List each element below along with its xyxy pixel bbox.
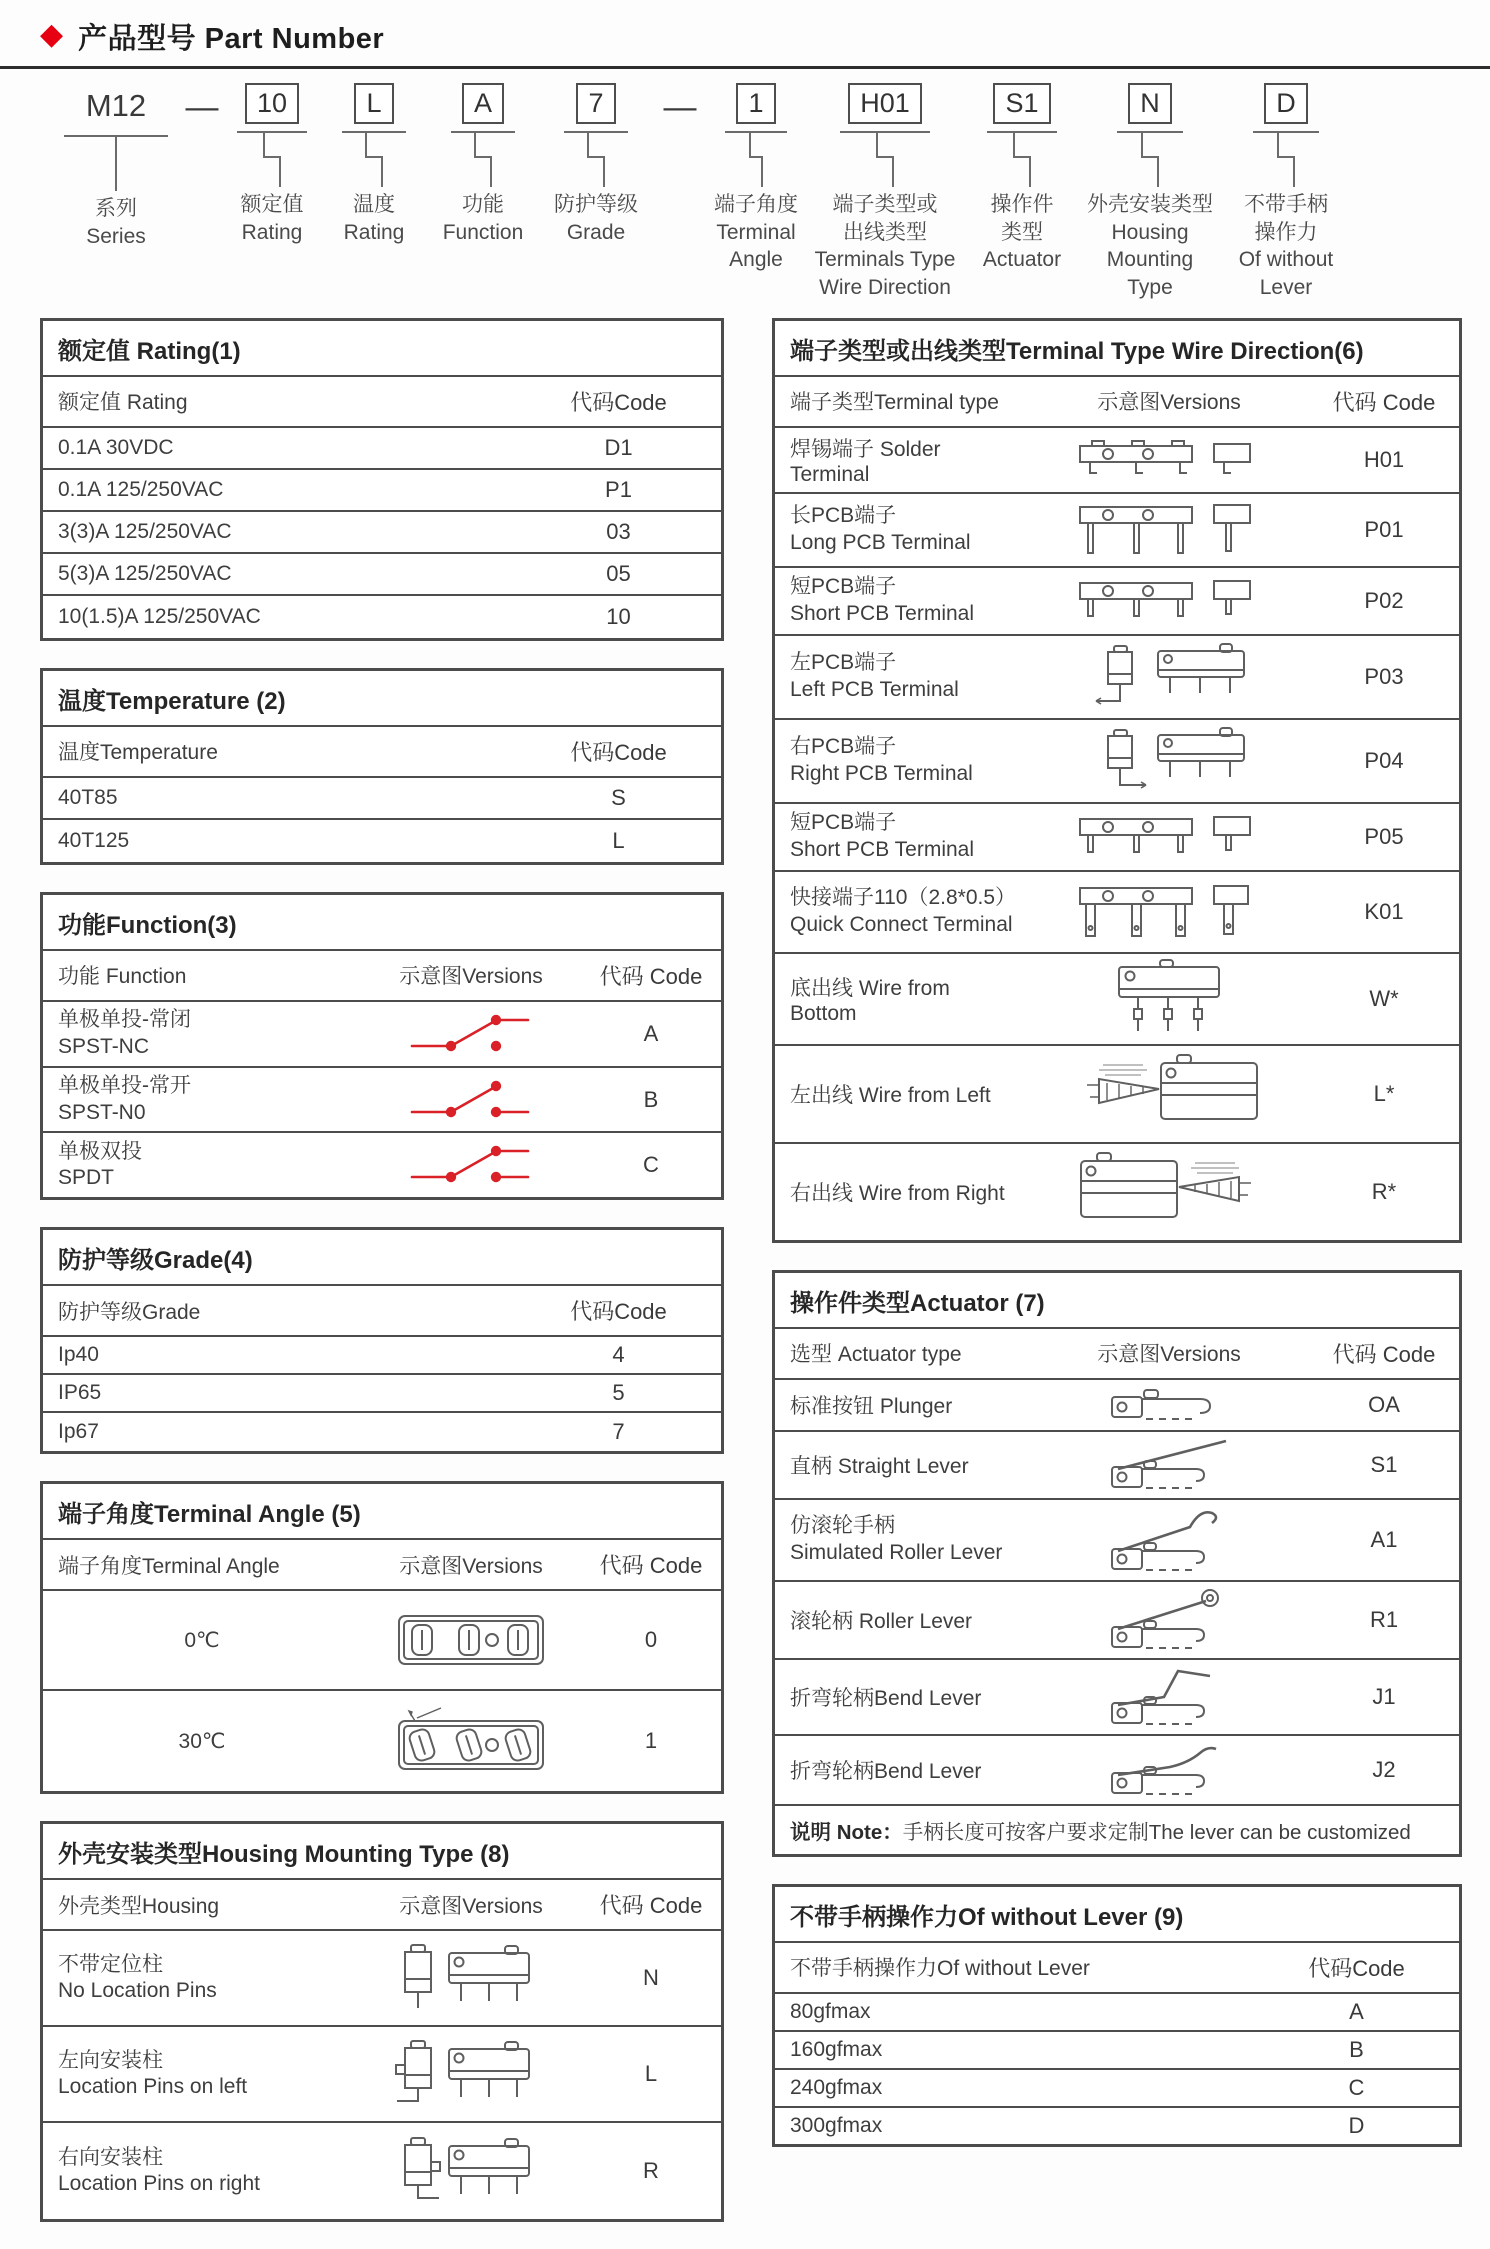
bend-lever-j1-diagram (1104, 1665, 1234, 1729)
housing-table-title: 外壳安装类型Housing Mounting Type (8) (43, 1824, 721, 1880)
actuator-name: 标准按钮 Plunger (790, 1394, 953, 1418)
pn-label: 不带手柄 (1243, 193, 1328, 216)
table-row (775, 2070, 1459, 2108)
pn-label: Terminal (716, 220, 796, 244)
terminal-name-zh: 快接端子110（2.8*0.5） (790, 886, 1017, 909)
actuator-name: 折弯轮柄Bend Lever (790, 1686, 982, 1710)
pn-label: 防护等级 (554, 193, 638, 216)
table-row (43, 470, 721, 512)
temperature-code: L (612, 827, 625, 853)
function-name-zh: 单极单投-常闭 (58, 1007, 191, 1031)
col-header-code: 代码 Code (599, 1893, 703, 1919)
terminal-angle-value: 30℃ (178, 1729, 226, 1753)
rating-table (40, 318, 724, 641)
housing-code: N (643, 1965, 659, 1991)
diamond-bullet-icon: ◆ (40, 17, 64, 51)
pn-label: 系列 (95, 197, 137, 220)
terminal-code: P01 (1364, 516, 1404, 542)
pn-connector-line (855, 133, 915, 187)
pn-segment-terminal-angle (706, 83, 806, 274)
table-row (775, 1432, 1459, 1500)
spdt-schematic (406, 1139, 536, 1191)
grade-code: 5 (612, 1380, 625, 1406)
terminal-angle-30-diagram (395, 1705, 547, 1777)
terminal-name-zh: 长PCB端子 (790, 504, 897, 527)
pn-label: Actuator (982, 248, 1062, 272)
terminal-name-en: Left PCB Terminal (790, 677, 959, 701)
pn-segment-temperature (320, 83, 428, 246)
bend-lever-j2-diagram (1104, 1741, 1234, 1799)
actuator-table-title: 操作件类型Actuator (7) (775, 1273, 1459, 1329)
terminal-code: H01 (1363, 446, 1405, 472)
table-row (43, 1413, 721, 1451)
housing-name-en: Location Pins on right (58, 2172, 260, 2196)
table-row (775, 2032, 1459, 2070)
housing-name-zh: 左向安装柱 (58, 2048, 163, 2072)
pn-label: 外壳安装类型 (1087, 193, 1213, 216)
table-row (775, 636, 1459, 720)
pn-segment-without-lever (1220, 83, 1352, 302)
rating-code: 05 (606, 560, 631, 586)
pn-code-without-lever: D (1264, 83, 1308, 124)
note-label: 说明 Note： (790, 1820, 903, 1844)
pn-label: 端子角度 (714, 193, 798, 216)
right-pcb-diagram (1074, 725, 1264, 797)
terminal-code: K01 (1364, 898, 1404, 924)
actuator-name: 直柄 Straight Lever (790, 1454, 969, 1478)
col-header-versions: 示意图Versions (1097, 391, 1241, 415)
pn-code-grade: 7 (576, 83, 615, 124)
pn-segment-grade (538, 83, 654, 246)
function-name-en: SPST-N0 (58, 1100, 146, 1124)
pn-code-temperature: L (354, 83, 393, 124)
table-row (775, 872, 1459, 954)
pn-label: Rating (343, 220, 405, 244)
terminal-angle-code: 1 (644, 1728, 658, 1754)
wire-left-diagram (1069, 1051, 1269, 1137)
page-title (0, 0, 1490, 57)
table-row (775, 2108, 1459, 2144)
grade-code: 7 (612, 1419, 625, 1445)
pn-label: Wire Direction (819, 276, 951, 300)
pn-label: Mounting (1106, 248, 1194, 272)
pn-label: Type (1127, 276, 1173, 300)
col-header-versions: 示意图Versions (399, 1894, 543, 1918)
without-lever-table-title: 不带手柄操作力Of without Lever (9) (775, 1887, 1459, 1943)
force-value: 80gfmax (790, 1999, 871, 2023)
short-pcb-diagram (1074, 573, 1264, 629)
left-pcb-diagram (1074, 641, 1264, 713)
pn-label: Series (86, 224, 146, 248)
temperature-code: S (611, 784, 626, 810)
terminal-name-en: Long PCB Terminal (790, 530, 971, 554)
pn-label: 额定值 (240, 193, 304, 216)
temperature-value: 40T85 (58, 785, 118, 809)
housing-name-en: No Location Pins (58, 1979, 217, 2003)
terminal-name-zh: 左PCB端子 (790, 651, 897, 674)
col-header-label: 温度Temperature (58, 741, 218, 765)
table-row (775, 1994, 1459, 2032)
terminal-angle-value: 0℃ (184, 1628, 220, 1652)
simulated-roller-lever-diagram (1104, 1505, 1234, 1575)
pn-connector-line (453, 133, 513, 187)
pn-label: 温度 (352, 193, 395, 216)
rating-value: 3(3)A 125/250VAC (58, 519, 232, 543)
actuator-note (775, 1806, 1459, 1854)
force-value: 240gfmax (790, 2075, 883, 2099)
col-header-label: 端子类型Terminal type (790, 391, 999, 415)
pn-code-housing: N (1128, 83, 1172, 124)
pn-segment-rating (224, 83, 320, 246)
table-row (775, 1144, 1459, 1240)
actuator-code: J2 (1372, 1756, 1396, 1782)
pn-code-actuator: S1 (993, 83, 1050, 124)
grade-table-title: 防护等级Grade(4) (43, 1230, 721, 1286)
col-header-label: 不带手柄操作力Of without Lever (790, 1957, 1090, 1981)
housing-no-pins-diagram (391, 1941, 551, 2015)
terminal-name-en: Short PCB Terminal (790, 837, 975, 861)
without-lever-table (772, 1884, 1462, 2147)
pn-label: Angle (729, 248, 783, 272)
terminal-name-zh: 短PCB端子 (790, 811, 897, 834)
straight-lever-diagram (1104, 1437, 1234, 1493)
table-row (43, 1931, 721, 2027)
pn-label: Rating (241, 220, 303, 244)
table-row (43, 1337, 721, 1375)
force-code: C (1348, 2074, 1365, 2100)
pn-label: Lever (1259, 276, 1313, 300)
actuator-code: R1 (1369, 1606, 1399, 1632)
pn-code-function: A (462, 83, 504, 124)
table-row (775, 720, 1459, 804)
col-header-label: 额定值 Rating (58, 391, 188, 415)
housing-code: L (644, 2061, 658, 2087)
actuator-code: J1 (1372, 1683, 1396, 1709)
terminal-code: L* (1373, 1080, 1395, 1106)
temperature-table-title: 温度Temperature (2) (43, 671, 721, 727)
spst-no-schematic (406, 1074, 536, 1126)
table-row (43, 512, 721, 554)
terminal-angle-0-diagram (395, 1608, 547, 1672)
terminal-name-en: Right PCB Terminal (790, 761, 973, 785)
terminal-code: R* (1371, 1178, 1397, 1204)
temperature-table (40, 668, 724, 865)
terminal-angle-code: 0 (644, 1627, 658, 1653)
function-table (40, 892, 724, 1201)
table-row (775, 804, 1459, 872)
terminal-name-en: Quick Connect Terminal (790, 912, 1013, 936)
actuator-code: OA (1368, 1391, 1400, 1417)
pn-segment-series (52, 83, 180, 250)
terminal-code: P02 (1364, 587, 1404, 613)
grade-code: 4 (612, 1342, 625, 1368)
wire-right-diagram (1069, 1149, 1269, 1235)
col-header-versions: 示意图Versions (399, 1554, 543, 1578)
pn-label: 出线类型 (843, 220, 927, 244)
col-header-code: 代码Code (570, 1299, 667, 1325)
terminal-angle-table-title: 端子角度Terminal Angle (5) (43, 1484, 721, 1540)
pn-label: 功能 (461, 193, 504, 216)
grade-value: IP65 (58, 1381, 102, 1405)
table-row (43, 778, 721, 820)
pn-label: 类型 (1001, 220, 1043, 244)
rating-value: 5(3)A 125/250VAC (58, 561, 232, 585)
pn-dash: — (185, 88, 219, 125)
grade-table (40, 1227, 724, 1454)
plunger-diagram (1104, 1385, 1234, 1425)
pn-code-rating: 10 (245, 83, 299, 124)
wire-bottom-diagram (1074, 959, 1264, 1039)
housing-pins-left-diagram (391, 2037, 551, 2111)
pn-segment-actuator (964, 83, 1080, 274)
actuator-name-zh: 仿滚轮手柄 (790, 1514, 895, 1537)
col-header-code: 代码Code (570, 389, 667, 415)
pn-label: Function (442, 220, 524, 244)
col-header-code: 代码 Code (1332, 1341, 1436, 1367)
table-row (43, 596, 721, 638)
part-number-diagram (0, 69, 1490, 304)
table-row (775, 954, 1459, 1046)
function-code: A (643, 1020, 659, 1046)
force-value: 160gfmax (790, 2037, 883, 2061)
rating-code: D1 (604, 434, 633, 460)
table-row (43, 554, 721, 596)
col-header-code: 代码 Code (1332, 389, 1436, 415)
function-name-en: SPDT (58, 1166, 115, 1190)
function-name-zh: 单极双投 (58, 1139, 142, 1163)
table-row (775, 1500, 1459, 1582)
rating-value: 10(1.5)A 125/250VAC (58, 604, 261, 628)
table-row (43, 1375, 721, 1413)
pn-code-terminal-angle: 1 (736, 83, 775, 124)
actuator-name: 折弯轮柄Bend Lever (790, 1759, 982, 1783)
table-row (775, 568, 1459, 636)
spst-nc-schematic (406, 1008, 536, 1060)
col-header-code: 代码Code (1308, 1955, 1405, 1981)
terminal-code: W* (1369, 985, 1399, 1011)
pn-connector-line (88, 137, 144, 191)
table-row (775, 428, 1459, 494)
pn-connector-line (1120, 133, 1180, 187)
pn-connector-line (242, 133, 302, 187)
table-row (43, 1002, 721, 1068)
table-row (43, 1133, 721, 1197)
terminal-code: P05 (1364, 823, 1404, 849)
pn-code-series: M12 (85, 88, 147, 123)
col-header-code: 代码Code (570, 739, 667, 765)
temperature-value: 40T125 (58, 828, 130, 852)
terminal-angle-table (40, 1481, 724, 1794)
function-table-title: 功能Function(3) (43, 895, 721, 951)
pn-dash: — (663, 88, 697, 125)
table-row (43, 2123, 721, 2219)
col-header-code: 代码 Code (599, 1553, 703, 1579)
rating-value: 0.1A 30VDC (58, 435, 174, 459)
rating-table-title: 额定值 Rating(1) (43, 321, 721, 377)
page-title-zh: 产品型号 (78, 23, 197, 55)
terminal-name: 左出线 Wire from Left (790, 1083, 991, 1107)
pn-label: Terminals Type (814, 248, 956, 272)
function-code: C (643, 1152, 659, 1178)
housing-table (40, 1821, 724, 2222)
pn-label: Housing (1111, 220, 1189, 244)
housing-code: R (643, 2158, 659, 2184)
actuator-code: A1 (1370, 1526, 1398, 1552)
long-pcb-diagram (1074, 499, 1264, 561)
col-header-versions: 示意图Versions (399, 965, 543, 989)
terminal-name-zh: 短PCB端子 (790, 575, 897, 598)
table-row (43, 1691, 721, 1791)
rating-code: 10 (606, 603, 631, 629)
note-text: 手柄长度可按客户要求定制The lever can be customized (902, 1820, 1411, 1844)
pn-connector-line (992, 133, 1052, 187)
table-row (775, 1736, 1459, 1806)
col-header-label: 选型 Actuator type (790, 1343, 962, 1367)
housing-name-en: Location Pins on left (58, 2075, 248, 2099)
pn-label: Of without (1238, 248, 1334, 272)
roller-lever-diagram (1104, 1587, 1234, 1653)
actuator-code: S1 (1370, 1451, 1398, 1477)
terminal-type-table (772, 318, 1462, 1243)
terminal-name-zh: 右PCB端子 (790, 735, 897, 758)
page-title-en: Part Number (204, 23, 385, 55)
table-row (43, 1068, 721, 1134)
pn-connector-line (1256, 133, 1316, 187)
table-row (775, 1046, 1459, 1144)
table-row (775, 494, 1459, 568)
terminal-name: 焊锡端子 Solder Terminal (790, 437, 941, 486)
table-row (43, 428, 721, 470)
short-pcb-diagram (1074, 809, 1264, 865)
col-header-versions: 示意图Versions (1097, 1343, 1241, 1367)
pn-connector-line (566, 133, 626, 187)
terminal-code: P04 (1364, 747, 1404, 773)
pn-connector-line (726, 133, 786, 187)
terminal-code: P03 (1364, 663, 1404, 689)
col-header-label: 端子角度Terminal Angle (58, 1554, 280, 1578)
table-row (775, 1582, 1459, 1660)
pn-segment-function (428, 83, 538, 246)
pn-code-terminal-type: H01 (848, 83, 922, 124)
grade-value: Ip67 (58, 1420, 99, 1444)
actuator-table (772, 1270, 1462, 1857)
function-name-en: SPST-NC (58, 1034, 150, 1058)
table-row (775, 1380, 1459, 1432)
table-row (43, 1591, 721, 1691)
rating-code: 03 (606, 518, 631, 544)
actuator-name-en: Simulated Roller Lever (790, 1540, 1003, 1564)
pn-label: 端子类型或 (832, 193, 938, 216)
terminal-name-en: Short PCB Terminal (790, 601, 975, 625)
actuator-name: 滚轮柄 Roller Lever (790, 1609, 973, 1633)
rating-value: 0.1A 125/250VAC (58, 477, 224, 501)
rating-code: P1 (605, 476, 632, 502)
table-row (43, 2027, 721, 2123)
force-value: 300gfmax (790, 2113, 883, 2137)
col-header-label: 功能 Function (58, 965, 187, 989)
force-code: A (1349, 1998, 1364, 2024)
force-code: B (1349, 2036, 1364, 2062)
terminal-name: 右出线 Wire from Right (790, 1181, 1005, 1205)
pn-segment-housing (1080, 83, 1220, 302)
housing-pins-right-diagram (391, 2134, 551, 2208)
table-row (775, 1660, 1459, 1736)
solder-terminal-diagram (1074, 434, 1264, 486)
quick-connect-diagram (1074, 880, 1264, 944)
col-header-label: 防护等级Grade (58, 1300, 201, 1324)
grade-value: Ip40 (58, 1343, 99, 1367)
col-header-label: 外壳类型Housing (58, 1894, 220, 1918)
function-name-zh: 单极单投-常开 (58, 1073, 191, 1097)
col-header-code: 代码 Code (599, 963, 703, 989)
pn-label: 操作力 (1254, 220, 1318, 244)
terminal-type-table-title: 端子类型或出线类型Terminal Type Wire Direction(6) (775, 321, 1459, 377)
pn-segment-terminal-type (806, 83, 964, 302)
terminal-name: 底出线 Wire from Bottom (790, 976, 950, 1025)
pn-label: Grade (566, 220, 626, 244)
table-row (43, 820, 721, 862)
pn-connector-line (344, 133, 404, 187)
force-code: D (1348, 2112, 1365, 2138)
function-code: B (643, 1086, 659, 1112)
housing-name-zh: 右向安装柱 (58, 2145, 163, 2169)
housing-name-zh: 不带定位柱 (58, 1952, 163, 1976)
pn-label: 操作件 (990, 193, 1054, 216)
